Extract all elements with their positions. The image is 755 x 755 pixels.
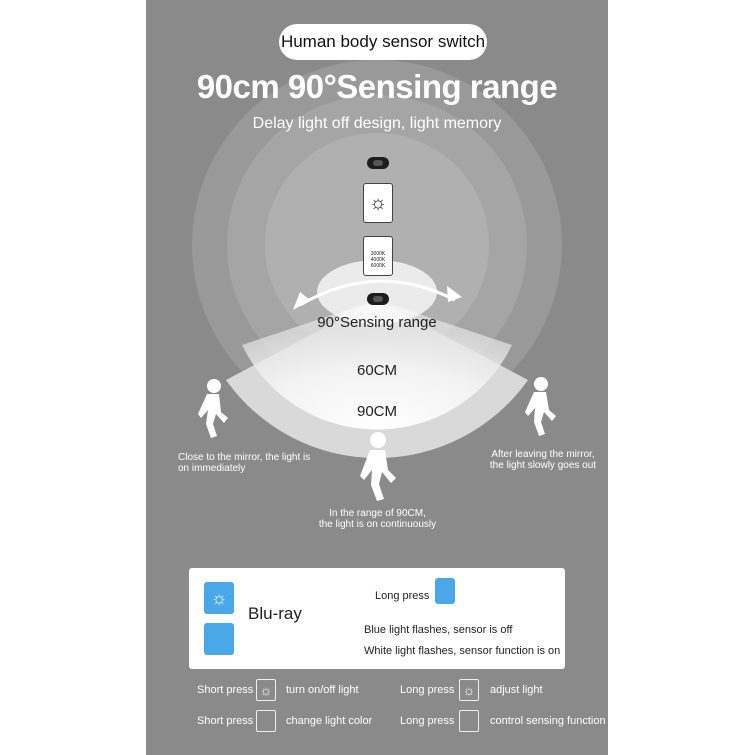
legend-brightness-icon: ☼ — [256, 679, 276, 701]
legend-r2-c: Long press — [400, 715, 455, 727]
blue-color-temp-icon — [204, 623, 234, 655]
legend-r2-b: change light color — [286, 715, 373, 727]
info-line2: White light flashes, sensor function is on — [364, 645, 561, 657]
pill-label: Human body sensor switch — [280, 32, 486, 51]
sensor-bottom-icon — [367, 293, 389, 305]
legend-r1-a: Short press — [197, 684, 254, 696]
legend-r2-a: Short press — [197, 715, 254, 727]
legend-r1-b: turn on/off light — [286, 684, 359, 696]
temp-4000k: 4000K — [370, 257, 386, 263]
caption-middle: In the range of 90CM, the light is on continuously — [318, 508, 437, 530]
person-left-icon — [198, 379, 228, 438]
legend-sensing-icon — [459, 710, 479, 732]
legend-r1-d: adjust light — [490, 684, 543, 696]
angle-label: 90°Sensing range — [317, 314, 437, 331]
legend-color-icon — [256, 710, 276, 732]
brightness-icon: ☼ — [363, 183, 393, 223]
info-line1: Blue light flashes, sensor is off — [364, 624, 513, 636]
page-subtitle: Delay light off design, light memory — [252, 115, 502, 132]
long-press-color-icon — [435, 578, 455, 604]
ring-inner-label: 60CM — [356, 362, 397, 379]
legend-adjust-icon: ☼ — [459, 679, 479, 701]
person-right-icon — [525, 377, 556, 436]
sensor-top-icon — [367, 157, 389, 169]
caption-right: After leaving the mirror, the light slowly goes out — [489, 449, 597, 471]
legend-r2-d: control sensing function — [490, 715, 606, 727]
page-title: 90cm 90°Sensing range — [196, 68, 558, 105]
temp-3000k: 3000K — [370, 251, 386, 257]
ring-outer-label: 90CM — [356, 403, 397, 420]
caption-left: Close to the mirror, the light is on immediately — [178, 452, 311, 474]
info-long-press: Long press — [375, 590, 430, 602]
blue-brightness-icon: ☼ — [204, 582, 234, 614]
product-pill — [279, 24, 487, 60]
legend-r1-c: Long press — [400, 684, 455, 696]
color-temperature-icon — [363, 236, 393, 276]
info-title: Blu-ray — [248, 604, 302, 623]
temp-6000k: 6000K — [370, 263, 386, 269]
